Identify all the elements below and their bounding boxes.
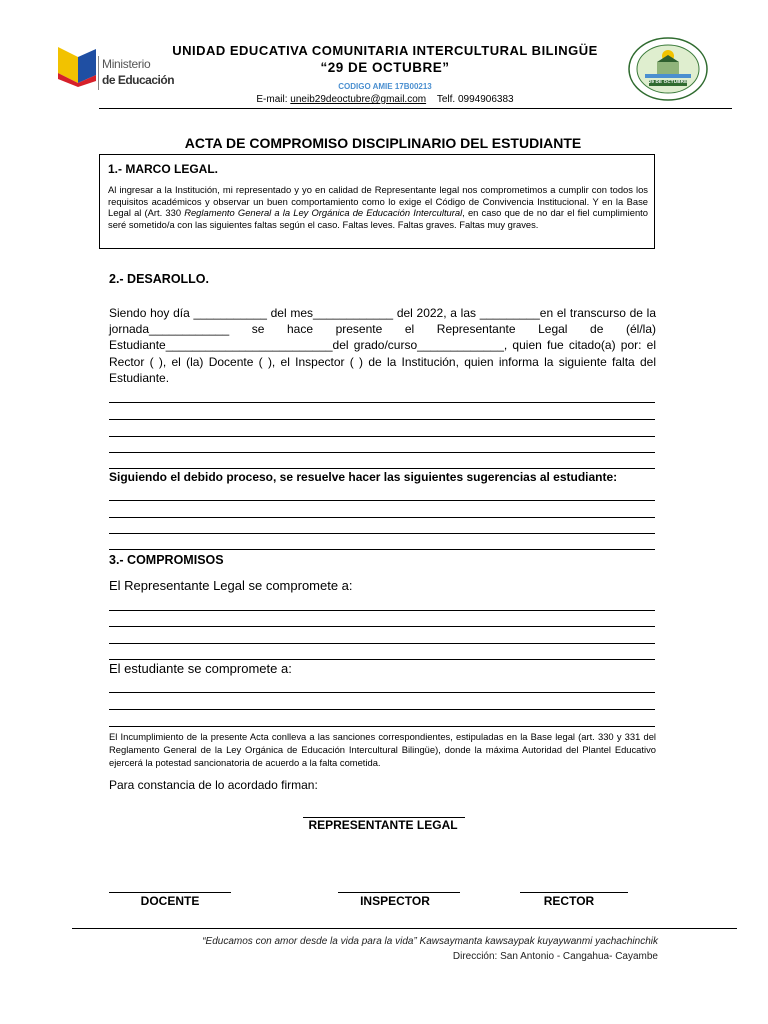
header-divider bbox=[99, 108, 732, 109]
email-label: E-mail: bbox=[256, 94, 288, 105]
seal-icon bbox=[627, 36, 709, 102]
seal-text: 29 DE OCTUBRE bbox=[648, 79, 688, 84]
section3-heading: 3.- COMPROMISOS bbox=[109, 553, 224, 567]
school-seal bbox=[627, 36, 709, 102]
section1-body bbox=[108, 184, 648, 230]
footer-address: Dirección: San Antonio - Cangahua- Cayambe bbox=[452, 951, 658, 962]
teacher-signature-line[interactable] bbox=[109, 892, 231, 893]
legal-rep-label: REPRESENTANTE LEGAL bbox=[308, 818, 458, 832]
answer-line[interactable] bbox=[109, 517, 655, 518]
answer-line[interactable] bbox=[109, 659, 655, 660]
answer-line[interactable] bbox=[109, 549, 655, 550]
amie-code: CODIGO AMIE 17B00213 bbox=[338, 82, 432, 91]
rector-signature-line[interactable] bbox=[520, 892, 628, 893]
regulation-name: Reglamento General a la Ley Orgánica de Educación Intercultural bbox=[184, 207, 463, 218]
inspector-signature-line[interactable] bbox=[338, 892, 460, 893]
constancy-statement: Para constancia de lo acordado firman: bbox=[109, 778, 318, 792]
answer-line[interactable] bbox=[109, 726, 655, 727]
section2-paragraph: Siendo hoy día ___________ del mes____________ del 2022, a las _________en el transcurso de la jornada____________ se hace presente el Representante Legal de (él/la) Estudiante_________________________del grado/curso_____________, quien fue citado(a) por: el Rector ( ), el (la) Docente ( ), el Inspector ( ) de la Institución, quien informa la siguiente falta del Estudiante. bbox=[109, 306, 656, 385]
student-commitment-label: El estudiante se compromete a: bbox=[109, 661, 292, 676]
answer-line[interactable] bbox=[109, 500, 655, 501]
footer-motto: “Educamos con amor desde la vida para la vida” Kawsaymanta kawsaypak kuyaywanmi yachachinchik bbox=[202, 936, 658, 947]
section1-heading: 1.- MARCO LEGAL. bbox=[108, 162, 218, 176]
due-process-statement: Siguiendo el debido proceso, se resuelve hacer las siguientes sugerencias al estudiante: bbox=[109, 470, 618, 484]
noncompliance-notice: El Incumplimiento de la presente Acta conlleva a las sanciones correspondientes, estipuladas en la Base legal (art. 330 y 331 del Reglamento General de la Ley Orgánica de Educación Intercultural Bilingüe), donde la máxima Autoridad del Plantel Educativo ejercerá la potestad sancionatoria de acuerdo a la falta cometida. bbox=[109, 731, 656, 768]
school-motto-date: “29 DE OCTUBRE” bbox=[320, 60, 450, 75]
answer-line[interactable] bbox=[109, 419, 655, 420]
answer-line[interactable] bbox=[109, 452, 655, 453]
section2-heading: 2.- DESAROLLO. bbox=[109, 272, 210, 286]
answer-line[interactable] bbox=[109, 643, 655, 644]
answer-line[interactable] bbox=[109, 533, 655, 534]
footer-divider bbox=[72, 928, 737, 929]
answer-line[interactable] bbox=[109, 436, 655, 437]
answer-line[interactable] bbox=[109, 468, 655, 469]
contact-line bbox=[120, 94, 650, 105]
answer-line[interactable] bbox=[109, 610, 655, 611]
inspector-label: INSPECTOR bbox=[360, 894, 430, 908]
answer-line[interactable] bbox=[109, 626, 655, 627]
school-name: UNIDAD EDUCATIVA COMUNITARIA INTERCULTURAL BILINGÜE bbox=[172, 43, 598, 58]
section1-body-part1: Al ingresar a la Institución, mi representado y yo en calidad de Representante legal nos comprometimos a cumplir con todos los requisitos académicos y observar un buen comportamiento como lo exige el Código de Convivencia Institucional. Y en la Base Legal al (Art. 330 bbox=[108, 184, 648, 218]
phone: Telf. 0994906383 bbox=[436, 94, 514, 105]
legal-framework-box bbox=[99, 154, 655, 249]
answer-line[interactable] bbox=[109, 402, 655, 403]
rector-label: RECTOR bbox=[543, 894, 595, 908]
section1-body-part2: , en caso que de no dar el fiel cumplimiento seré sometido/a con las siguientes faltas según el caso. Faltas leves. Faltas graves. Faltas muy graves. bbox=[108, 207, 648, 230]
answer-line[interactable] bbox=[109, 692, 655, 693]
answer-line[interactable] bbox=[109, 709, 655, 710]
ecuador-flag-icon bbox=[56, 43, 98, 87]
ministry-word1: Ministerio bbox=[102, 57, 151, 71]
document-title: ACTA DE COMPROMISO DISCIPLINARIO DEL ESTUDIANTE bbox=[184, 135, 582, 151]
teacher-label: DOCENTE bbox=[140, 894, 200, 908]
ministry-word2: de Educación bbox=[102, 73, 175, 87]
representative-commitment-label: El Representante Legal se compromete a: bbox=[109, 578, 353, 593]
email-link[interactable]: uneib29deoctubre@gmail.com bbox=[290, 94, 427, 105]
